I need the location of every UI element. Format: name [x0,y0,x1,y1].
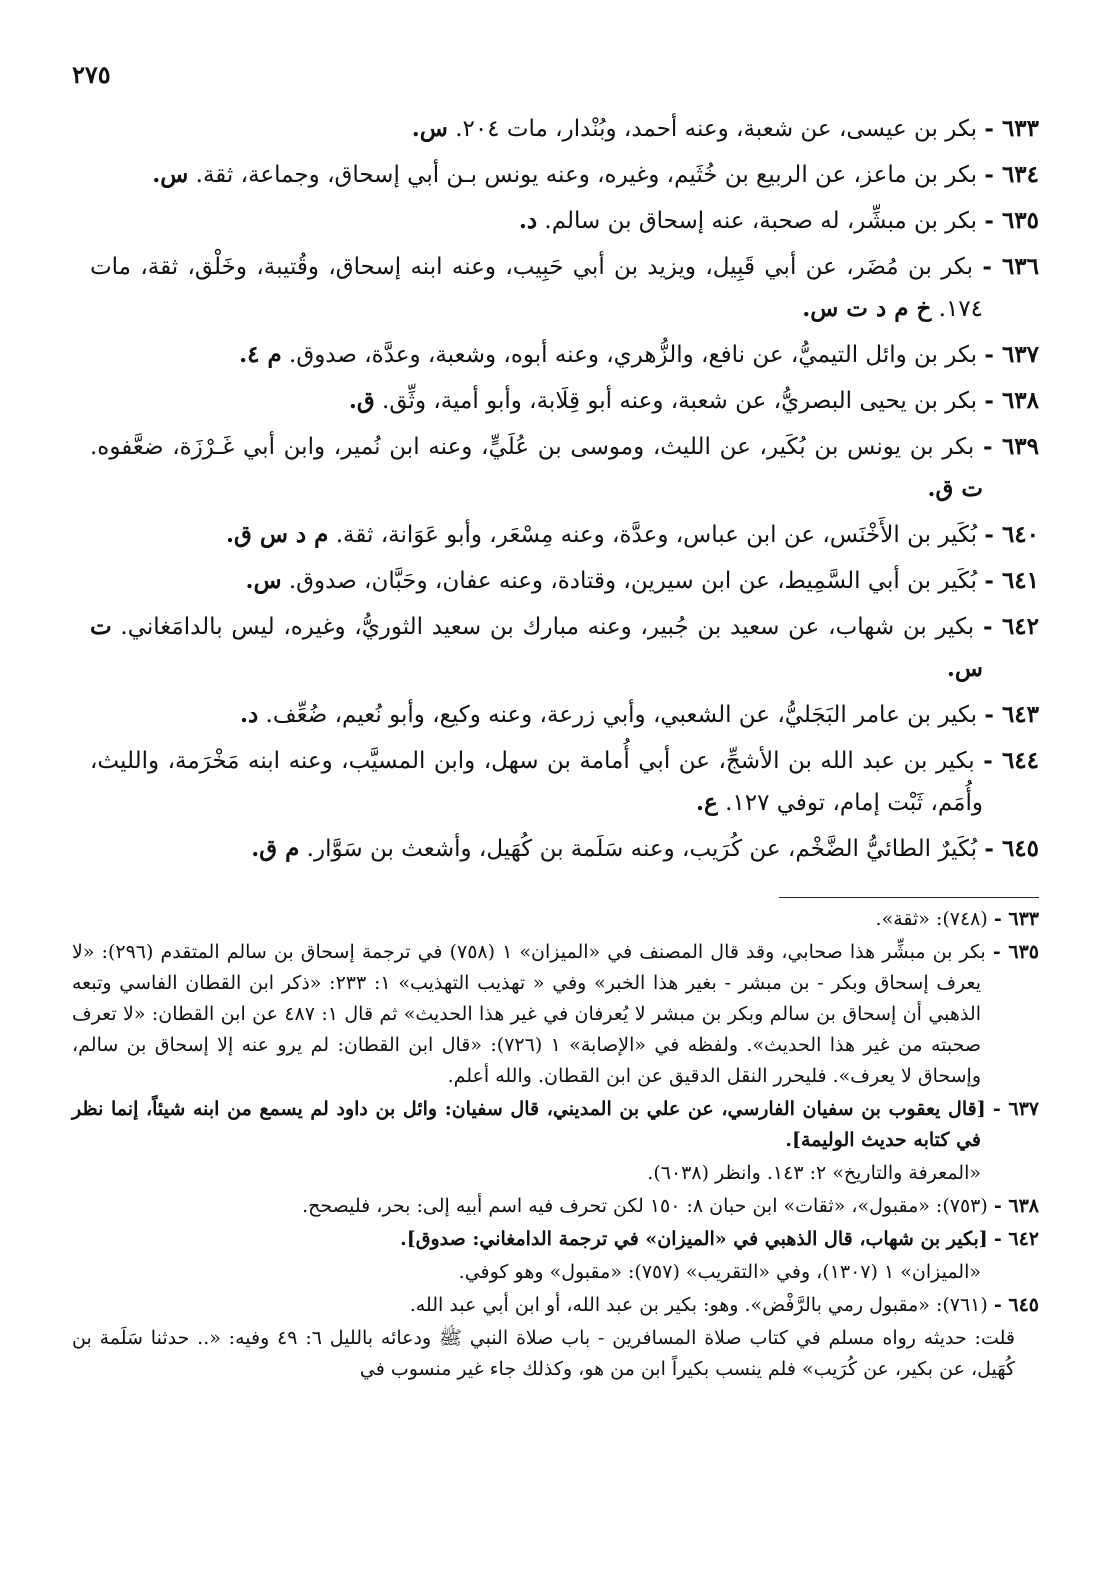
entry-number: ٦٤١ - [984,567,1039,594]
entry-633 [90,108,1039,150]
entry-sigla: د. [239,701,259,728]
entry-sigla: د. [518,207,538,234]
entry-number: ٦٣٦ - [982,253,1040,280]
note-637-source: «المعرفة والتاريخ» ٢: ١٤٣. وانظر (٦٠٣٨). [647,1162,981,1184]
note-text: [بكير بن شهاب، قال الذهبي في «الميزان» في ترجمة الدامغاني: صدوق]. [400,1228,988,1250]
entry-text: بُكَير بن الأَخْنَس، عن ابن عباس، وعدَّة، وعنه مِسْعَر، وأبو عَوَانة، ثقة. [335,522,978,548]
entry-640 [90,514,1039,556]
entry-sigla: س. [245,567,282,594]
entry-637 [90,334,1039,376]
entry-635 [90,200,1039,242]
note-638 [72,1191,1039,1222]
entry-number: ٦٣٨ - [984,387,1039,414]
note-642 [72,1224,1039,1255]
entry-text: بُكَير بن أبي السَّمِيط، عن ابن سيرين، وقتادة، وعنه عفان، وحَبَّان، صدوق. [288,568,978,594]
note-645 [72,1290,1039,1321]
entry-sigla: م د س ق. [225,521,329,548]
footnotes [72,904,1039,1385]
entry-644 [90,740,1039,824]
note-number: ٦٣٧ - [992,1098,1039,1120]
entry-643 [90,694,1039,736]
entry-number: ٦٤٥ - [984,835,1039,862]
entry-number: ٦٤٣ - [984,701,1039,728]
entry-text: بكر بن مُضَر، عن أبي قَبِيل، ويزيد بن أبي حَبِيب، وعنه ابنه إسحاق، وقُتيبة، وخَلْق، ثقة، مات ١٧٤. [90,254,983,322]
note-645-comment: قلت: حديثه رواه مسلم في كتاب صلاة المسافرين - باب صلاة النبي ﷺ ودعائه بالليل ٦: ٤٩ وفيه: «.. حدثنا سَلَمة بن كُهَيل، عن بكير، عن كُرَيب» فلم ينسب بكيراً ابن من هو، وكذلك جاء غير منسوب في [72,1327,1015,1380]
entry-641 [90,560,1039,602]
entry-number: ٦٣٧ - [984,341,1039,368]
entry-text: بكير بن عامر البَجَليُّ، عن الشعبي، وأبي زرعة، وعنه وكيع، وأبو نُعيم، ضُعِّف. [265,702,978,728]
entry-text: بكر بن مبشِّر، له صحبة، عنه إسحاق بن سالم. [544,208,978,234]
biography-entries [90,108,1039,874]
note-text: (٧٤٨): «ثقة». [875,908,988,930]
note-number: ٦٣٣ - [993,908,1039,930]
entry-text: بكر بن عيسى، عن شعبة، وعنه أحمد، وبُنْدار، مات ٢٠٤. [455,116,978,142]
entry-number: ٦٣٥ - [984,207,1039,234]
note-text: (٧٦١): «مقبول رمي بالرَّفْض». وهو: بكير بن عبد الله، أو ابن أبي عبد الله. [409,1294,988,1316]
note-text: (٧٥٣): «مقبول»، «ثقات» ابن حبان ٨: ١٥٠ لكن تحرف فيه اسم أبيه إلى: بحر، فليصحح. [302,1195,988,1217]
entry-sigla: ت ق. [927,475,983,502]
entry-sigla: م ٤. [239,341,282,368]
entry-642 [90,606,1039,690]
entry-sigla: ت س. [90,613,983,682]
note-642-source: «الميزان» ١ (١٣٠٧)، وفي «التقريب» (٧٥٧): «مقبول» وهو كوفي. [458,1261,981,1283]
entry-634 [90,154,1039,196]
entry-sigla: م ق. [251,835,300,862]
note-633 [72,904,1039,935]
note-text: [قال يعقوب بن سفيان الفارسي، عن علي بن المديني، قال سفيان: وائل بن داود لم يسمع من ابنه شيئاً، إنما نظر في كتابه حديث الوليمة]. [72,1098,986,1151]
entry-text: بكر بن وائل التيميُّ، عن نافع، والزُّهري، وعنه أبوه، وشعبة، وعدَّة، صدوق. [289,342,978,368]
note-text: بكر بن مبشِّر هذا صحابي، وقد قال المصنف في «الميزان» ١ (٧٥٨) في ترجمة إسحاق بن سالم المتقدم (٢٩٦): «لا يعرف إسحاق وبكر - بن مبشر - بغير هذا الخبر» وفي « تهذيب التهذيب» ١: ٢٣٣: «ذكر ابن القطان الفاسي وتبعه الذهبي أن إسحاق بن سالم وبكر بن مبشر لا يُعرفان في غير هذا الحديث» ثم قال ١: ٤٨٧ عن ابن القطان: «لا تعرف صحبته من غير هذا الحديث». ولفظه في «الإصابة» ١ (٧٢٦): «قال ابن القطان: لم يرو عنه إلا إسحاق بن سالم، وإسحاق لا يعرف». فليحرر النقل الدقيق عن ابن القطان. والله أعلم. [72,941,986,1087]
entry-638 [90,380,1039,422]
entry-text: بكر بن ماعز، عن الربيع بن خُثَيم، وغيره، وعنه يونس بـن أبي إسحاق، وجماعة، ثقة. [195,162,978,188]
entry-sigla: س. [152,161,189,188]
note-number: ٦٣٥ - [992,941,1039,963]
entry-text: بُكَيرٌ الطائيُّ الضَّخْم، عن كُرَيب، وعنه سَلَمة بن كُهَيل، وأشعث بن سَوَّار. [306,836,978,862]
page-number: ٢٧٥ [72,60,111,89]
entry-text: بكير بن شهاب، عن سعيد بن جُبير، وعنه مبارك بن سعيد الثوريُّ، وغيره، ليس بالدامَغاني. [120,614,975,640]
note-number: ٦٤٥ - [993,1294,1039,1316]
entry-number: ٦٣٤ - [984,161,1039,188]
note-637 [72,1094,1039,1156]
entry-text: بكير بن عبد الله بن الأشجِّ، عن أبي أُمامة بن سهل، وابن المسيَّب، وعنه ابنه مَخْرَمة، والليث، وأُمَم، ثَبْت إمام، توفي ١٢٧. [90,748,983,816]
entry-number: ٦٤٤ - [983,747,1040,774]
entry-number: ٦٤٢ - [982,613,1040,640]
entry-sigla: ق. [348,387,375,414]
entry-sigla: ع. [696,789,718,816]
entry-636 [90,246,1039,330]
entry-645 [90,828,1039,870]
entry-text: بكر بن يحيى البصريُّ، عن شعبة، وعنه أبو قِلَابة، وأبو أمية، وثِّق. [382,388,978,414]
note-number: ٦٤٢ - [993,1228,1039,1250]
entry-text: بكر بن يونس بن بُكَير، عن الليث، وموسى بن عُلَيٍّ، وعنه ابن نُمير، وابن أبي غَـرْزَة، ضعَّفوه. [90,434,975,460]
entry-sigla: خ م د ت س. [802,295,932,322]
entry-number: ٦٣٣ - [984,115,1039,142]
entry-number: ٦٣٩ - [982,433,1039,460]
entry-639 [90,426,1039,510]
entry-number: ٦٤٠ - [984,521,1039,548]
entry-sigla: س. [411,115,448,142]
footnote-divider [779,897,1039,898]
note-635 [72,937,1039,1092]
note-number: ٦٣٨ - [993,1195,1039,1217]
